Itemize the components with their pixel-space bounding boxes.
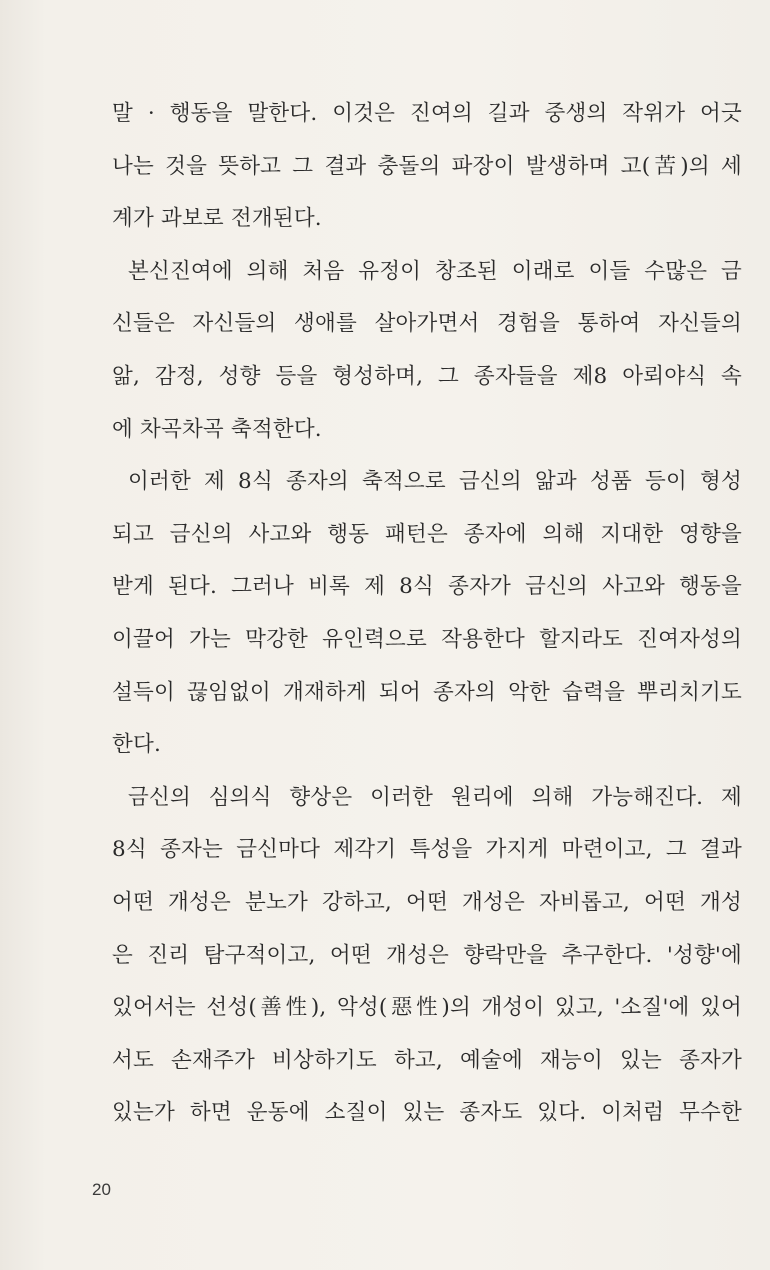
text-line: 설득이 끊임없이 개재하게 되어 종자의 악한 습력을 뿌리치기도: [112, 679, 742, 705]
text-line: 받게 된다. 그러나 비록 제 8식 종자가 금신의 사고와 행동을: [112, 574, 742, 600]
text-line: 되고 금신의 사고와 행동 패턴은 종자에 의해 지대한 영향을: [112, 521, 742, 547]
paragraph-4: [112, 772, 742, 1140]
paragraph-2: [112, 246, 742, 456]
text-line: 8식 종자는 금신마다 제각기 특성을 가지게 마련이고, 그 결과: [112, 837, 742, 863]
paragraph-3: [112, 456, 742, 772]
body-text: [112, 88, 742, 1140]
page-number: 20: [92, 1180, 111, 1199]
text-line: 본신진여에 의해 처음 유정이 창조된 이래로 이들 수많은 금: [128, 258, 742, 284]
text-line: 이끌어 가는 막강한 유인력으로 작용한다 할지라도 진여자성의: [112, 626, 742, 652]
text-line: 에 차곡차곡 축적한다.: [112, 416, 322, 442]
page-footer: [92, 1180, 111, 1200]
text-line: 한다.: [112, 732, 161, 758]
text-line: 금신의 심의식 향상은 이러한 원리에 의해 가능해진다. 제: [128, 784, 742, 810]
text-line: 있는가 하면 운동에 소질이 있는 종자도 있다. 이처럼 무수한: [112, 1100, 742, 1126]
paragraph-1: [112, 88, 742, 246]
text-line: 이러한 제 8식 종자의 축적으로 금신의 앎과 성품 등이 형성: [128, 469, 742, 495]
text-line: 앎, 감정, 성향 등을 형성하며, 그 종자들을 제8 아뢰야식 속: [112, 363, 742, 389]
text-line: 말 · 행동을 말한다. 이것은 진여의 길과 중생의 작위가 어긋: [112, 101, 742, 126]
text-line: 나는 것을 뜻하고 그 결과 충돌의 파장이 발생하며 고(苦)의 세: [112, 153, 742, 179]
text-line: 서도 손재주가 비상하기도 하고, 예술에 재능이 있는 종자가: [112, 1047, 742, 1073]
text-line: 신들은 자신들의 생애를 살아가면서 경험을 통하여 자신들의: [112, 311, 742, 337]
text-line: 어떤 개성은 분노가 강하고, 어떤 개성은 자비롭고, 어떤 개성: [112, 889, 742, 915]
text-line: 은 진리 탐구적이고, 어떤 개성은 향락만을 추구한다. '성향'에: [112, 942, 742, 968]
text-line: 있어서는 선성(善性), 악성(惡性)의 개성이 있고, '소질'에 있어: [112, 995, 742, 1021]
text-line: 계가 과보로 전개된다.: [112, 206, 322, 232]
